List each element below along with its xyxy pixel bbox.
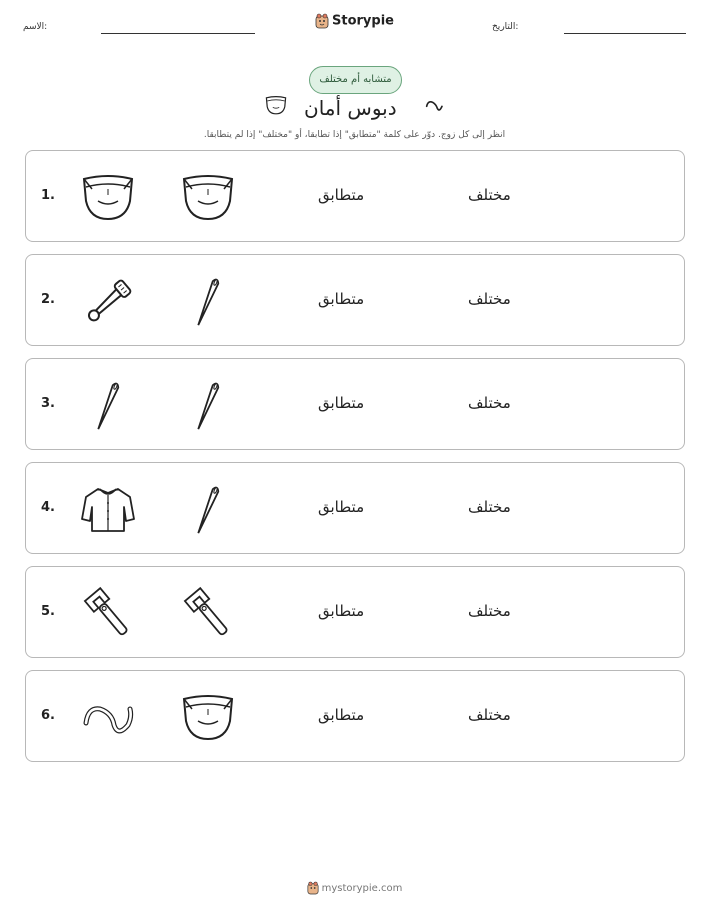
needle-icon (78, 375, 138, 435)
same-option[interactable]: متطابق (318, 290, 365, 308)
same-option[interactable]: متطابق (318, 602, 365, 620)
clamp-icon (78, 583, 138, 643)
row-number: 4. (41, 500, 55, 515)
safety-pin-icon (78, 271, 138, 331)
coiled-pin-icon (422, 95, 446, 115)
page-title: دبوس أمان (304, 96, 397, 120)
different-option[interactable]: مختلف (468, 498, 511, 516)
same-option[interactable]: متطابق (318, 498, 365, 516)
storypie-mascot-icon (315, 13, 329, 29)
different-option[interactable]: مختلف (468, 706, 511, 724)
exercise-row (25, 358, 685, 450)
clamp-icon (178, 583, 238, 643)
shirt-icon (78, 479, 138, 539)
diaper-icon (262, 93, 290, 117)
diaper-icon (78, 167, 138, 227)
exercise-row (25, 670, 685, 762)
exercise-row (25, 150, 685, 242)
different-option[interactable]: مختلف (468, 602, 511, 620)
footer-url: mystorypie.com (321, 883, 403, 894)
needle-icon (178, 375, 238, 435)
date-line[interactable] (564, 33, 686, 34)
row-number: 5. (41, 604, 55, 619)
footer (0, 881, 709, 895)
same-option[interactable]: متطابق (318, 706, 365, 724)
row-number: 6. (41, 708, 55, 723)
name-label: الاسم: (23, 22, 48, 32)
brand-name: Storypie (332, 13, 394, 29)
row-number: 3. (41, 396, 55, 411)
brand-logo (0, 13, 709, 29)
exercise-row (25, 254, 685, 346)
different-option[interactable]: مختلف (468, 290, 511, 308)
exercise-row (25, 462, 685, 554)
name-line[interactable] (101, 33, 255, 34)
different-option[interactable]: مختلف (468, 186, 511, 204)
different-option[interactable]: مختلف (468, 394, 511, 412)
same-option[interactable]: متطابق (318, 186, 365, 204)
date-label: التاريخ: (492, 22, 519, 32)
coiled-pin-icon (78, 687, 138, 747)
exercise-row (25, 566, 685, 658)
row-number: 2. (41, 292, 55, 307)
worksheet-type-badge: متشابه أم مختلف (309, 66, 402, 94)
instructions: انظر إلى كل زوج. دوّر على كلمة "متطابق" إذا تطابقا، أو "مختلف" إذا لم يتطابقا. (203, 130, 506, 140)
same-option[interactable]: متطابق (318, 394, 365, 412)
diaper-icon (178, 687, 238, 747)
diaper-icon (178, 167, 238, 227)
needle-icon (178, 271, 238, 331)
needle-icon (178, 479, 238, 539)
row-number: 1. (41, 188, 55, 203)
storypie-mascot-icon (307, 881, 319, 895)
